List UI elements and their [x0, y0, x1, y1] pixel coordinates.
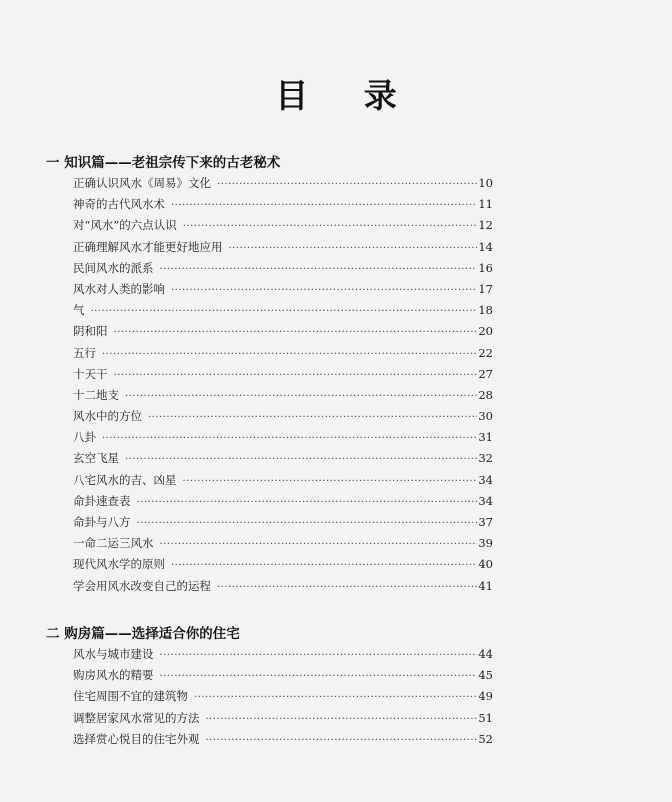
- toc-entry-page-number: 31: [478, 430, 493, 445]
- toc-entry-title: 十二地支: [73, 387, 119, 402]
- toc-entry-title: 对“风水”的六点认识: [73, 218, 177, 233]
- toc-entry-page-number: 34: [478, 472, 493, 487]
- toc-entry-list: [73, 173, 493, 597]
- toc-entry-title: 玄空飞星: [73, 451, 119, 466]
- dot-leader: [217, 174, 477, 195]
- dot-leader: [160, 259, 478, 280]
- dot-leader: [102, 428, 477, 449]
- toc-entry-page-number: 16: [478, 260, 493, 275]
- toc-entry-page-number: 37: [478, 515, 493, 529]
- toc-entry-title: 八宅风水的吉、凶星: [73, 472, 177, 487]
- toc-entry-page-number: 41: [478, 578, 493, 593]
- toc-entry-title: 命卦与八方: [73, 515, 131, 529]
- toc-entry-title: 正确认识风水《周易》文化: [73, 176, 211, 190]
- toc-entry-page-number: 14: [478, 239, 493, 254]
- toc-entry[interactable]: [73, 258, 493, 279]
- dot-leader: [137, 513, 478, 534]
- toc-entry-list: [73, 644, 493, 750]
- page-title: 目 录: [275, 76, 419, 115]
- toc-entry-title: 神奇的古代风水术: [73, 197, 165, 212]
- section-heading: 一 知识篇——老祖宗传下来的古老秘术: [46, 155, 281, 171]
- dot-leader: [160, 534, 478, 555]
- toc-entry[interactable]: [73, 533, 493, 554]
- dot-leader: [217, 577, 477, 598]
- toc-entry[interactable]: [73, 644, 493, 665]
- dot-leader: [160, 666, 478, 687]
- toc-entry-title: 调整居家风水常见的方法: [73, 710, 200, 725]
- toc-entry-page-number: 20: [478, 324, 493, 339]
- toc-entry[interactable]: [73, 321, 493, 342]
- toc-entry-page-number: 40: [478, 557, 493, 572]
- toc-entry-page-number: 10: [478, 176, 493, 190]
- dot-leader: [183, 216, 478, 237]
- dot-leader: [206, 709, 478, 730]
- dot-leader: [194, 687, 477, 708]
- toc-entry-title: 民间风水的派系: [73, 260, 154, 275]
- toc-entry[interactable]: [73, 448, 493, 469]
- toc-entry-page-number: 28: [478, 387, 493, 402]
- dot-leader: [91, 301, 478, 322]
- dot-leader: [171, 195, 477, 216]
- toc-entry[interactable]: [73, 215, 493, 236]
- toc-entry-title: 风水中的方位: [73, 409, 142, 424]
- toc-entry[interactable]: [73, 343, 493, 364]
- toc-entry-page-number: 44: [478, 647, 493, 661]
- toc-entry[interactable]: [73, 554, 493, 575]
- toc-entry-title: 选择赏心悦目的住宅外观: [73, 731, 200, 746]
- toc-entry[interactable]: [73, 300, 493, 321]
- dot-leader: [206, 730, 478, 751]
- dot-leader: [183, 471, 478, 492]
- toc-entry-page-number: 51: [478, 710, 493, 725]
- toc-entry-page-number: 11: [478, 197, 493, 212]
- dot-leader: [114, 322, 478, 343]
- toc-entry[interactable]: [73, 729, 493, 750]
- toc-entry-title: 风水与城市建设: [73, 647, 154, 661]
- dot-leader: [125, 386, 477, 407]
- toc-entry[interactable]: [73, 406, 493, 427]
- toc-entry[interactable]: [73, 237, 493, 258]
- toc-entry-page-number: 45: [478, 668, 493, 683]
- toc-entry-page-number: 49: [478, 689, 493, 704]
- toc-entry[interactable]: [73, 427, 493, 448]
- toc-entry[interactable]: [73, 686, 493, 707]
- toc-entry-page-number: 12: [478, 218, 493, 233]
- toc-entry-title: 风水对人类的影响: [73, 281, 165, 296]
- toc-entry-page-number: 27: [478, 366, 493, 381]
- toc-entry[interactable]: [73, 194, 493, 215]
- section-heading: 二 购房篇——选择适合你的住宅: [46, 626, 240, 642]
- dot-leader: [171, 280, 477, 301]
- dot-leader: [137, 492, 478, 513]
- dot-leader: [160, 645, 478, 666]
- dot-leader: [171, 555, 477, 576]
- dot-leader: [148, 407, 477, 428]
- toc-entry-title: 一命二运三风水: [73, 536, 154, 551]
- toc-entry[interactable]: [73, 576, 493, 597]
- toc-entry[interactable]: [73, 279, 493, 300]
- toc-entry[interactable]: [73, 385, 493, 406]
- toc-entry-title: 命卦速查表: [73, 493, 131, 508]
- dot-leader: [102, 344, 477, 365]
- toc-entry-page-number: 30: [478, 409, 493, 424]
- toc-entry-title: 八卦: [73, 430, 96, 445]
- dot-leader: [229, 238, 478, 259]
- toc-entry-title: 住宅周围不宜的建筑物: [73, 689, 188, 704]
- dot-leader: [125, 449, 477, 470]
- toc-entry-page-number: 18: [478, 303, 493, 318]
- toc-entry-page-number: 32: [478, 451, 493, 466]
- toc-entry-title: 购房风水的精要: [73, 668, 154, 683]
- toc-entry-title: 现代风水学的原则: [73, 557, 165, 572]
- toc-entry-page-number: 17: [478, 281, 493, 296]
- toc-entry-page-number: 39: [478, 536, 493, 551]
- toc-entry-title: 五行: [73, 345, 96, 360]
- toc-entry-title: 气: [73, 303, 85, 318]
- toc-entry[interactable]: [73, 173, 493, 194]
- toc-entry[interactable]: [73, 470, 493, 491]
- toc-entry-title: 阴和阳: [73, 324, 108, 339]
- toc-entry[interactable]: [73, 708, 493, 729]
- toc-entry-page-number: 52: [478, 731, 493, 746]
- toc-entry-title: 正确理解风水才能更好地应用: [73, 239, 223, 254]
- toc-entry[interactable]: [73, 491, 493, 512]
- toc-entry-page-number: 22: [478, 345, 493, 360]
- toc-entry-title: 十天干: [73, 366, 108, 381]
- toc-entry-page-number: 34: [478, 493, 493, 508]
- dot-leader: [114, 365, 478, 386]
- toc-entry[interactable]: [73, 512, 493, 533]
- toc-entry[interactable]: [73, 364, 493, 385]
- toc-entry-title: 学会用风水改变自己的运程: [73, 578, 211, 593]
- toc-entry[interactable]: [73, 665, 493, 686]
